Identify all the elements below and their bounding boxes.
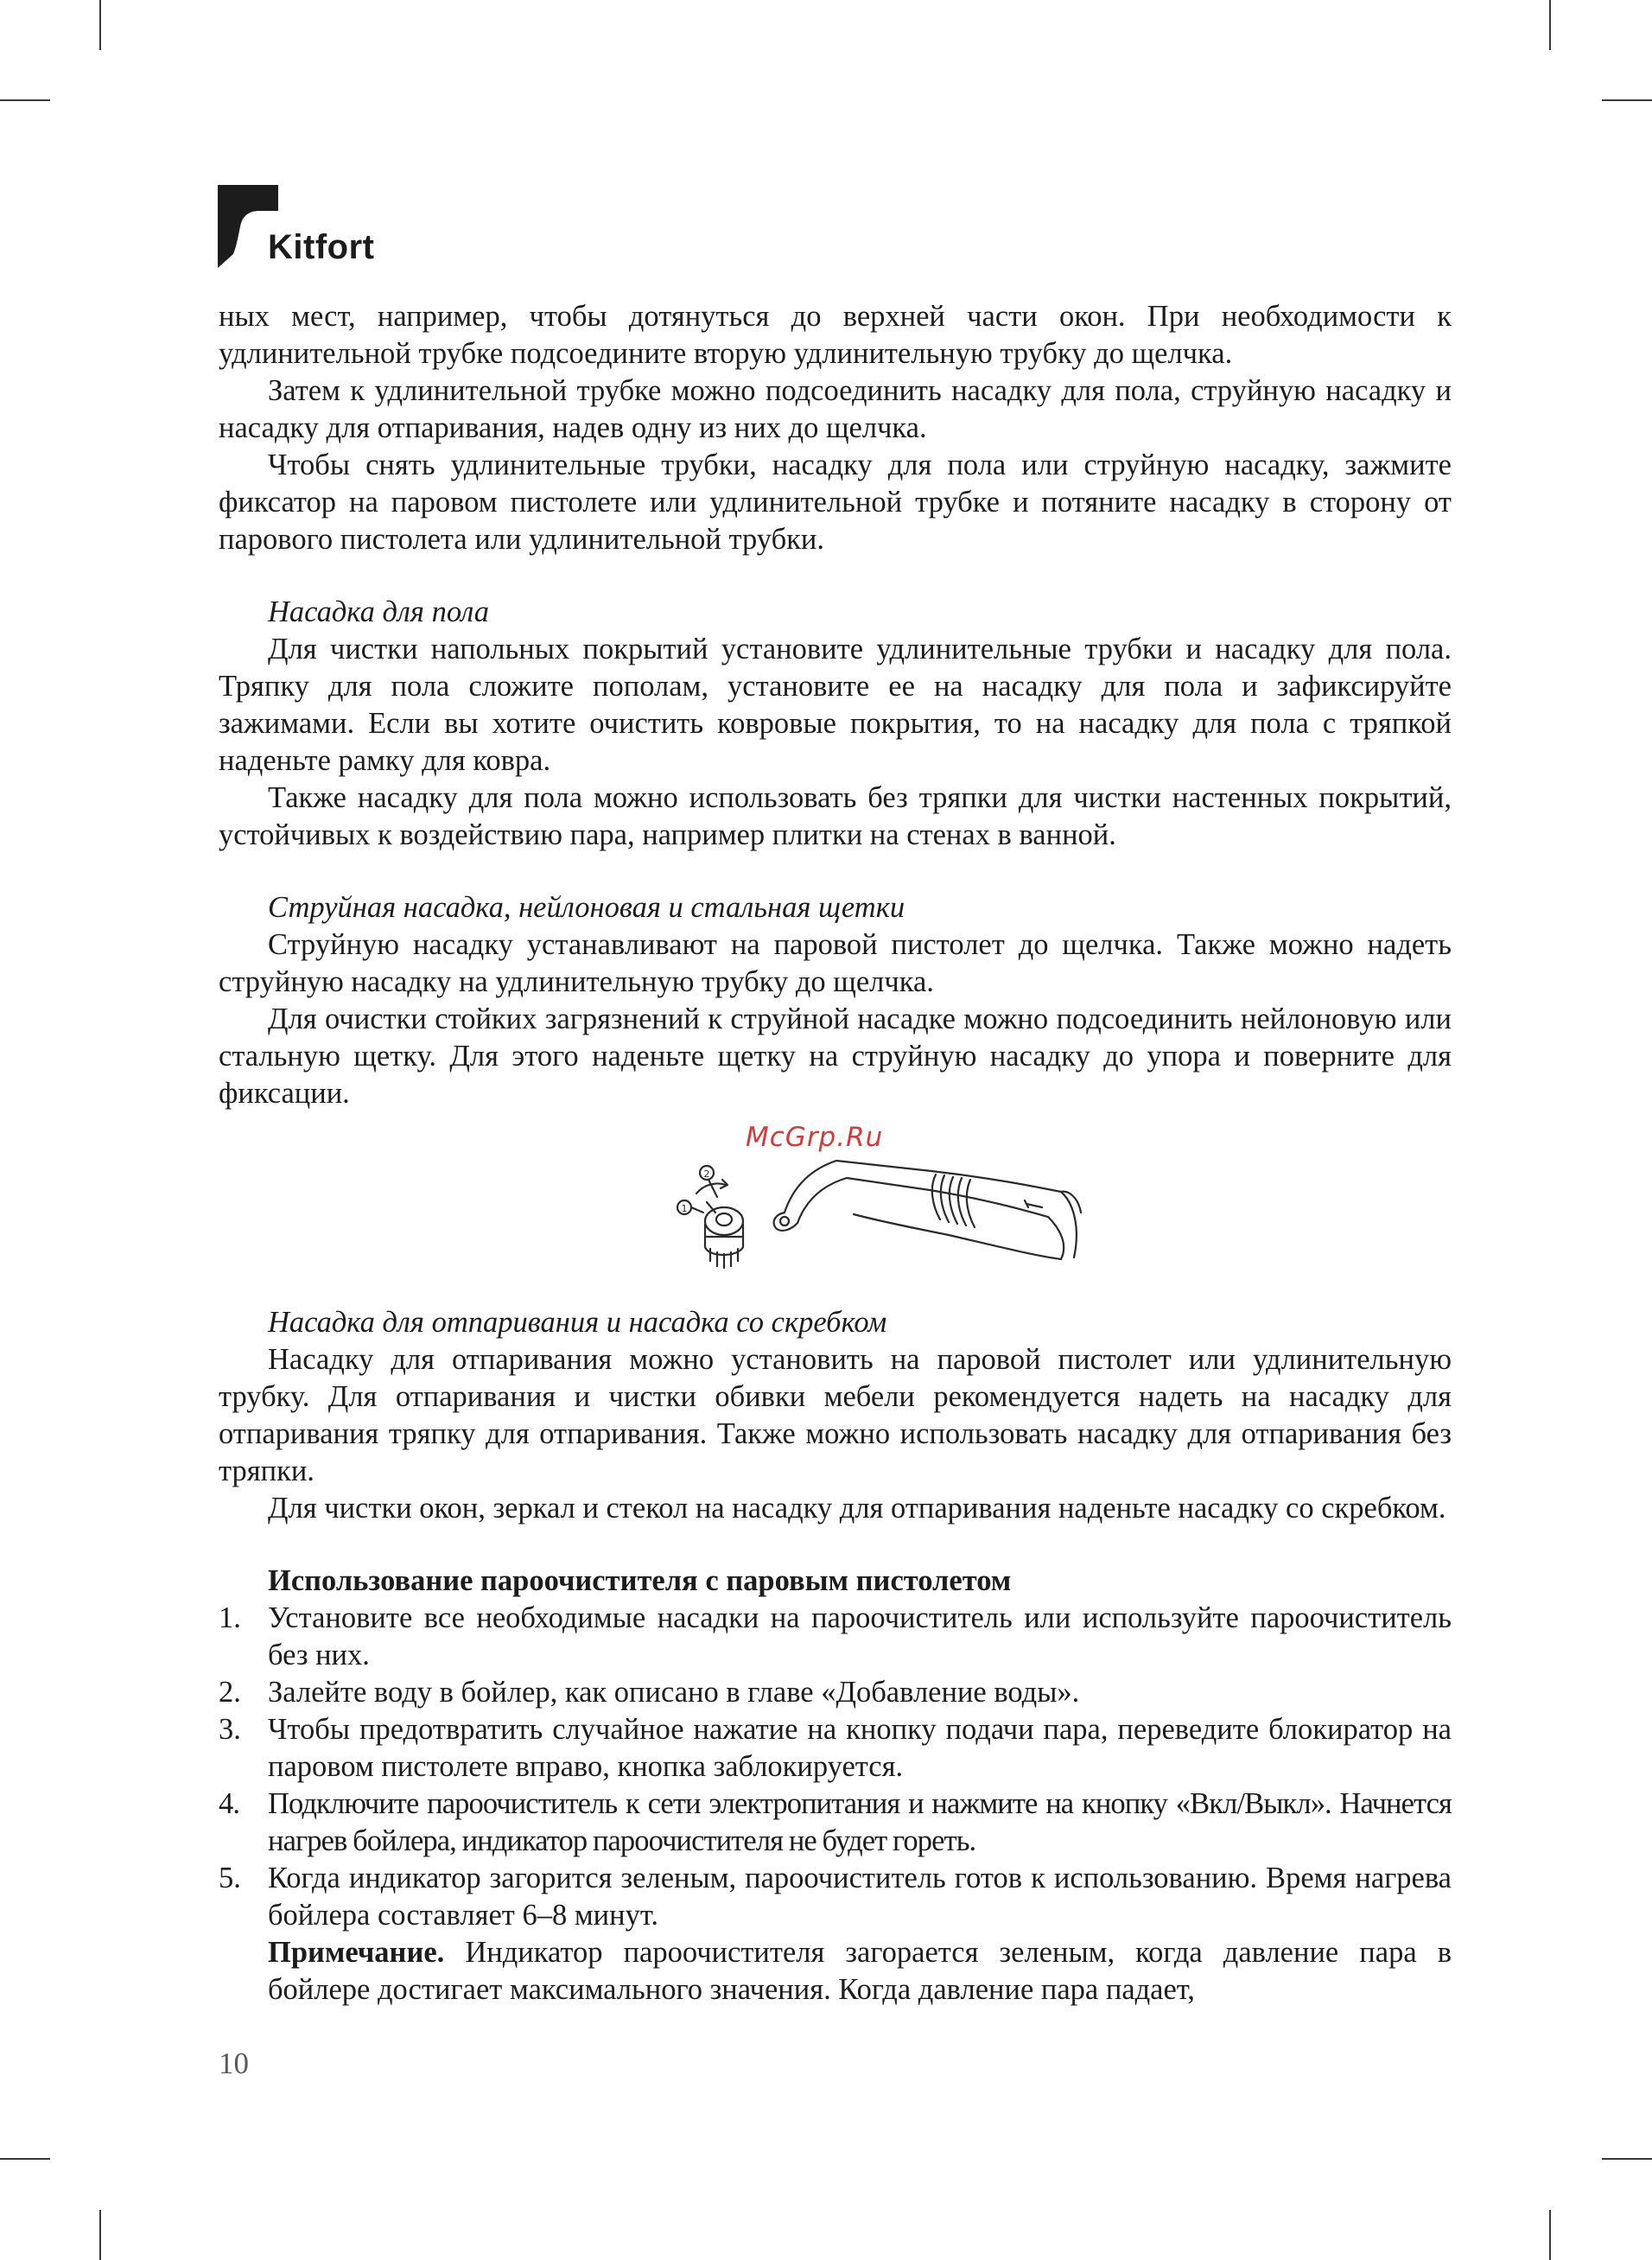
usage-steps-list (219, 1600, 1452, 1934)
step-text: Подключите пароочиститель к сети электропитания и нажмите на кнопку «Вкл/Выкл». Начнется нагрев бойлера, индикатор пароочистителя не будет гореть. (268, 1787, 1452, 1857)
paragraph: Затем к удлинительной трубке можно подсоединить насадку для пола, струйную насадку и насадку для отпаривания, надев одну из них до щелчка. (219, 374, 1452, 444)
crop-mark-left-bottom (0, 2158, 50, 2160)
crop-mark-bottom-right (1549, 2210, 1551, 2260)
section-heading-steam: Насадка для отпаривания и насадка со скребком (268, 1306, 887, 1339)
note (219, 1934, 1452, 2009)
paragraph: Насадку для отпаривания можно установить на паровой пистолет или удлинительную трубку. Для отпаривания и чистки обивки мебели рекомендуется надеть на насадку для отпаривания тряпку для отпаривания. Также можно использовать насадку для отпаривания без тряпки. (219, 1343, 1452, 1487)
step-number: 4. (219, 1787, 240, 1820)
callout-2: 2 (703, 1168, 710, 1180)
document-body (219, 298, 1452, 2009)
jet-nozzle-brush-illustration (219, 1117, 1452, 1290)
section-heading-usage: Использование пароочистителя с паровым пистолетом (268, 1564, 1012, 1597)
section-heading-jet: Струйная насадка, нейлоновая и стальная щетки (268, 891, 905, 924)
crop-mark-right-bottom (1602, 2158, 1652, 2160)
step-number: 1. (219, 1601, 241, 1634)
step-number: 3. (219, 1713, 241, 1746)
paragraph: ных мест, например, чтобы дотянуться до верхней части окон. При необходимости к удлинительной трубке подсоедините вторую удлинительную трубку до щелчка. (219, 300, 1452, 370)
kitfort-logo (218, 185, 391, 271)
note-text: Индикатор пароочистителя загорается зеленым, когда давление пара в бойлере достигает максимального значения. Когда давление пара падает, (268, 1936, 1452, 2006)
paragraph: Чтобы снять удлинительные трубки, насадку для пола или струйную насадку, зажмите фиксатор на паровом пистолете или удлинительной трубке и потяните насадку в сторону от парового пистолета или удлинительной трубки. (219, 449, 1452, 556)
watermark: McGrp.Ru (746, 1122, 884, 1153)
crop-mark-bottom-left (99, 2210, 101, 2260)
step-text: Залейте воду в бойлер, как описано в главе «Добавление воды». (268, 1676, 1080, 1709)
page-number: 10 (219, 2047, 249, 2080)
list-item (219, 1786, 1452, 1860)
crop-mark-top-left (99, 0, 101, 50)
crop-mark-left-top (0, 99, 50, 101)
list-item (219, 1860, 1452, 1934)
step-number: 5. (219, 1862, 241, 1894)
paragraph: Для очистки стойких загрязнений к струйной насадке можно подсоединить нейлоновую или стальную щетку. Для этого наденьте щетку на струйную насадку до упора и поверните для фиксации. (219, 1003, 1452, 1110)
crop-mark-right-top (1602, 99, 1652, 101)
paragraph: Струйную насадку устанавливают на паровой пистолет до щелчка. Также можно надеть струйную насадку на удлинительную трубку до щелчка. (219, 928, 1452, 998)
paragraph: Для чистки напольных покрытий установите удлинительные трубки и насадку для пола. Тряпку для пола сложите пополам, установите ее на насадку для пола и зафиксируйте зажимами. Если вы хотите очистить ковровые покрытия, то на насадку для пола с тряпкой наденьте рамку для ковра. (219, 633, 1452, 777)
step-number: 2. (219, 1676, 241, 1709)
list-item (219, 1674, 1452, 1711)
paragraph: Для чистки окон, зеркал и стекол на насадку для отпаривания наденьте насадку со скребком. (268, 1492, 1446, 1525)
crop-mark-top-right (1549, 0, 1551, 50)
list-item (219, 1711, 1452, 1786)
list-item (219, 1600, 1452, 1674)
note-label: Примечание. (268, 1936, 445, 1969)
step-text: Чтобы предотвратить случайное нажатие на кнопку подачи пара, переведите блокиратор на паровом пистолете вправо, кнопка заблокируется. (268, 1713, 1452, 1783)
brand-name: Kitfort (268, 228, 375, 266)
callout-1: 1 (681, 1203, 688, 1214)
paragraph: Также насадку для пола можно использовать без тряпки для чистки настенных покрытий, устойчивых к воздействию пара, например плитки на стенах в ванной. (219, 781, 1452, 851)
step-text: Установите все необходимые насадки на пароочиститель или используйте пароочиститель без них. (268, 1601, 1452, 1671)
section-heading-floor: Насадка для пола (268, 595, 489, 628)
step-text: Когда индикатор загорится зеленым, пароочиститель готов к использованию. Время нагрева бойлера составляет 6–8 минут. (268, 1862, 1452, 1932)
